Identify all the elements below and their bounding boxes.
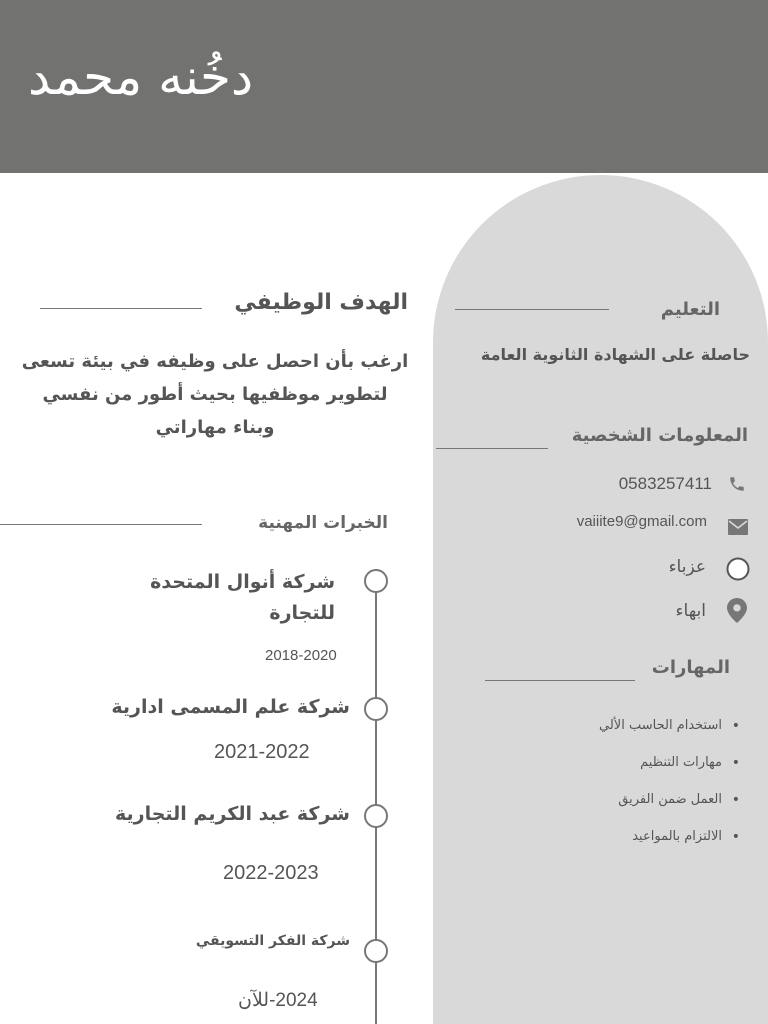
objective-title: الهدف الوظيفي: [234, 290, 408, 315]
circle-icon: [725, 556, 750, 581]
job-years: 2022-2023: [223, 862, 319, 884]
skill-item: • مهارات التنظيم: [520, 749, 740, 786]
experience-divider: [0, 524, 202, 525]
location-text: ابهاء: [675, 601, 706, 621]
objective-divider: [40, 308, 202, 309]
job-years: 2018-2020: [265, 647, 337, 664]
phone-number: 0583257411: [618, 474, 712, 493]
skill-item: • استخدام الحاسب الألي: [520, 712, 740, 749]
timeline-node: [364, 804, 388, 828]
phone-icon: [727, 474, 747, 494]
skills-list: [520, 712, 740, 860]
skills-divider: [485, 680, 635, 681]
personal-info-divider: [436, 448, 548, 449]
timeline-node: [364, 697, 388, 721]
education-divider: [455, 309, 609, 310]
header-banner: [0, 0, 768, 173]
job-years: 2024-للآن: [238, 990, 318, 1011]
applicant-name: دخُنه محمد: [28, 48, 254, 106]
education-text: حاصلة على الشهادة الثانوية العامة: [480, 345, 750, 364]
experience-title: الخبرات المهنية: [258, 513, 388, 533]
marital-status: عزباء: [668, 557, 706, 577]
skill-item: • العمل ضمن الفريق: [520, 786, 740, 823]
skills-title: المهارات: [651, 657, 730, 678]
job-company: شركة الفكر التسويقي: [195, 933, 350, 949]
timeline-node: [364, 939, 388, 963]
job-years: 2021-2022: [214, 741, 310, 763]
personal-info-title: المعلومات الشخصية: [571, 425, 748, 446]
skill-item: • الالتزام بالمواعيد: [520, 823, 740, 860]
job-company: شركة عبد الكريم التجارية: [114, 803, 350, 825]
email-address: vaiiite9@gmail.com: [576, 513, 707, 530]
education-title: التعليم: [660, 299, 720, 320]
job-company: شركة أنوال المتحدة للتجارة: [150, 571, 335, 624]
envelope-icon: [727, 517, 748, 537]
job-company: شركة علم المسمى ادارية: [111, 696, 350, 718]
location-pin-icon: [726, 597, 748, 623]
objective-text: ارغب بأن احصل على وظيفه في بيئة تسعى لتطوير موظفيها بحيث أطور من نفسي وبناء مهاراتي: [21, 351, 409, 438]
timeline-node: [364, 569, 388, 593]
